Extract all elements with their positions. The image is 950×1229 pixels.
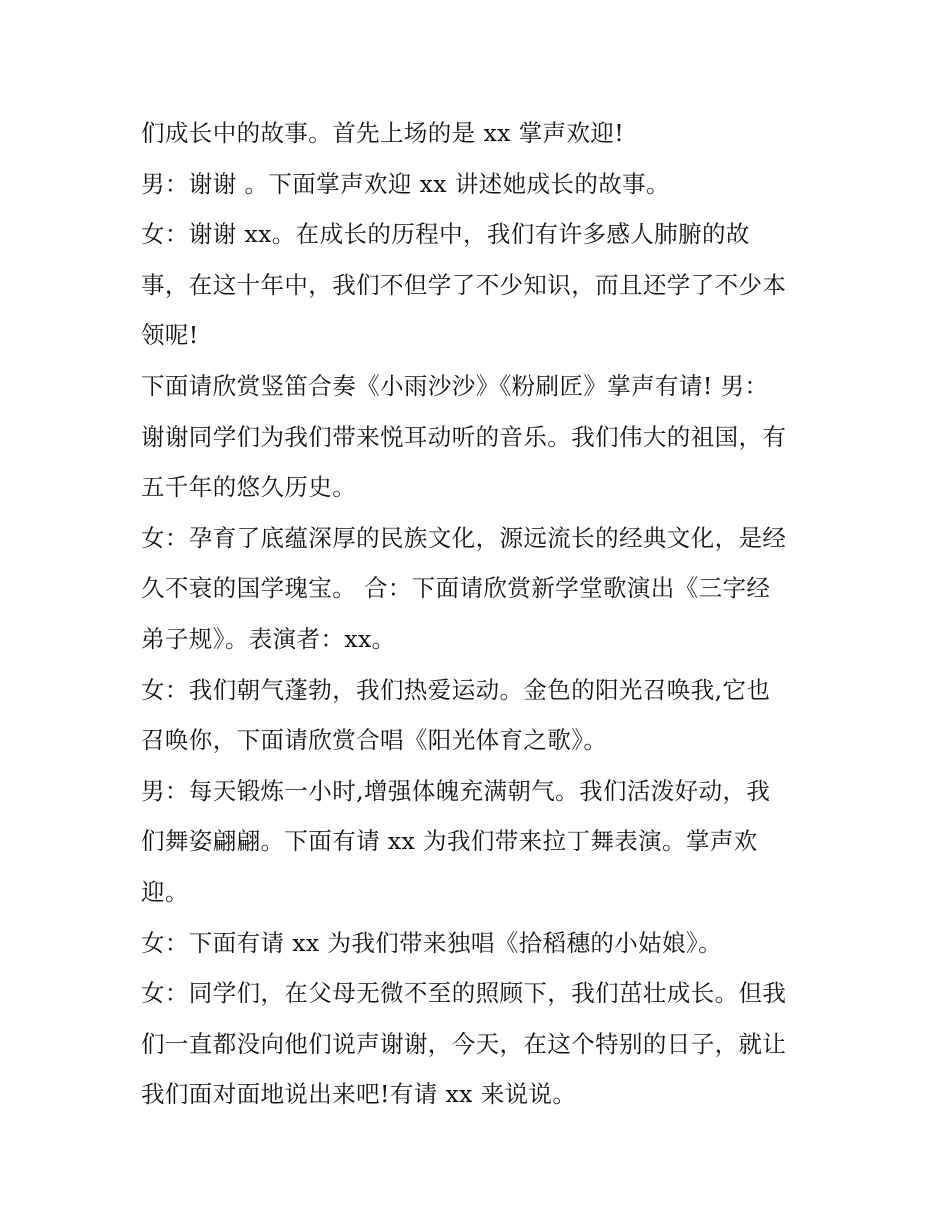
text-line: 五千年的悠久历史。 [141,473,357,502]
text-line: 们成长中的故事。首先上场的是 xx 掌声欢迎! [141,119,625,147]
text-line: 迎。 [141,877,189,906]
text-line: 事，在这十年中，我们不但学了不少知识，而且还学了不少本 [141,270,787,299]
body-text [141,108,821,1120]
text-line: 下面请欣赏竖笛合奏《小雨沙沙》《粉刷匠》掌声有请! 男： [141,371,769,400]
text-line: 男：每天锻炼一小时,增强体魄充满朝气。我们活泼好动，我 [141,776,771,805]
text-line: 女：下面有请 xx 为我们带来独唱《拾稻穗的小姑娘》。 [141,928,722,957]
text-line: 召唤你，下面请欣赏合唱《阳光体育之歌》。 [141,726,608,755]
text-line: 女：我们朝气蓬勃，我们热爱运动。金色的阳光召唤我,它也 [141,675,771,704]
text-line: 们一直都没向他们说声谢谢，今天，在这个特别的日子，就让 [141,1029,787,1058]
text-line: 女：孕育了底蕴深厚的民族文化，源远流长的经典文化，是经 [141,523,787,552]
text-line: 我们面对面地说出来吧!有请 xx 来说说。 [141,1080,577,1109]
text-line: 男：谢谢 。下面掌声欢迎 xx 讲述她成长的故事。 [141,169,670,198]
text-line: 女：同学们，在父母无微不至的照顾下，我们茁壮成长。但我 [141,979,787,1008]
text-line: 领呢! [141,321,199,350]
text-line: 们舞姿翩翩。下面有请 xx 为我们带来拉丁舞表演。掌声欢 [141,827,758,856]
text-line: 女：谢谢 xx。在成长的历程中，我们有许多感人肺腑的故 [141,220,750,249]
text-line: 久不衰的国学瑰宝。 合：下面请欣赏新学堂歌演出《三字经 [141,574,771,603]
text-line: 弟子规》。表演者：xx。 [141,624,396,653]
text-line: 谢谢同学们为我们带来悦耳动听的音乐。我们伟大的祖国，有 [141,422,787,451]
